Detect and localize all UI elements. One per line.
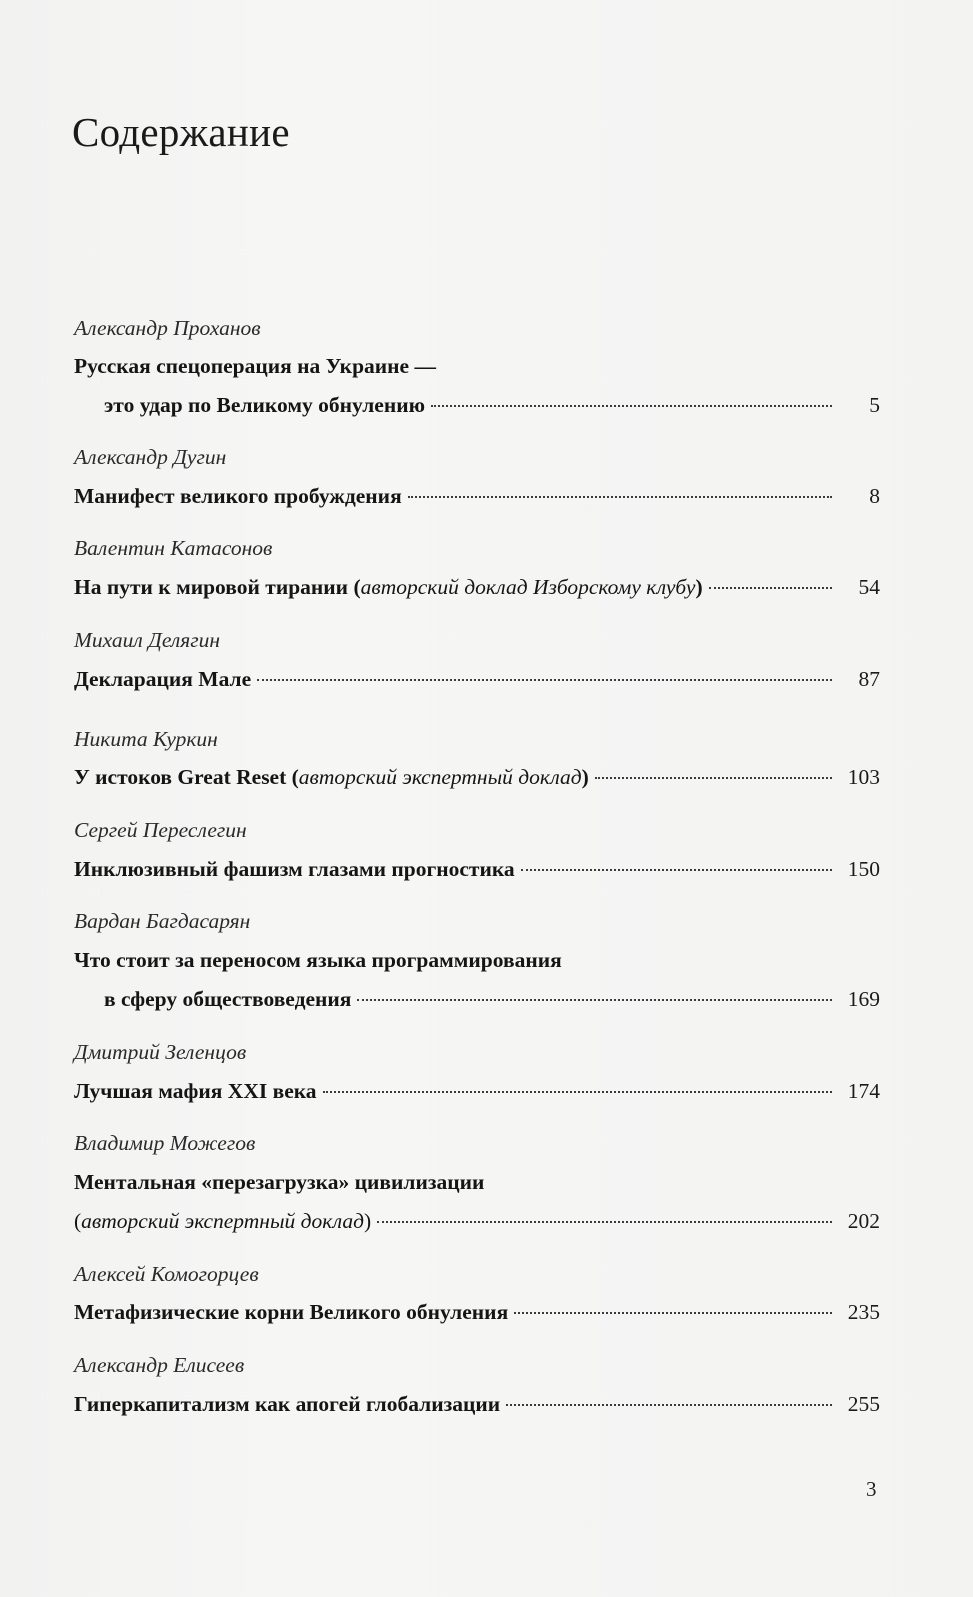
toc-entry[interactable] <box>74 482 880 510</box>
toc-title-end: ) <box>581 765 589 789</box>
dot-leader <box>595 777 832 779</box>
toc-page-number: 174 <box>847 1079 880 1103</box>
toc-entry[interactable] <box>74 1298 880 1326</box>
toc-title: это удар по Великому обнулению <box>104 393 426 417</box>
dot-leader <box>521 869 832 871</box>
toc-author: Никита Куркин <box>74 727 218 751</box>
toc-page-number: 103 <box>847 765 880 789</box>
toc-entry[interactable] <box>74 665 880 693</box>
toc-entry[interactable] <box>104 985 880 1013</box>
toc-entry[interactable] <box>74 1207 880 1235</box>
toc-author: Алексей Комогорцев <box>74 1262 259 1286</box>
toc-author: Михаил Делягин <box>74 628 221 652</box>
toc-author: Вардан Багдасарян <box>74 909 251 933</box>
toc-title: в сферу обществоведения <box>104 987 352 1011</box>
dot-leader <box>431 405 832 407</box>
dot-leader <box>357 999 832 1001</box>
toc-page-number: 169 <box>847 987 880 1011</box>
toc-entry[interactable] <box>104 391 880 419</box>
toc-title-italic: авторский экспертный доклад <box>81 1209 365 1233</box>
toc-title: Декларация Мале <box>74 667 252 691</box>
toc-author: Александр Дугин <box>74 445 227 469</box>
toc-title-main: На пути к мировой тирании ( <box>74 575 361 599</box>
toc-page-number: 54 <box>858 575 880 599</box>
toc-title <box>74 573 703 601</box>
toc-entry[interactable] <box>74 1077 880 1105</box>
toc-title: Метафизические корни Великого обнуления <box>74 1300 509 1324</box>
toc-title: Гиперкапитализм как апогей глобализации <box>74 1392 501 1416</box>
toc-title-main: У истоков Great Reset ( <box>74 765 299 789</box>
toc-page-number: 5 <box>869 393 880 417</box>
toc-author: Сергей Переслегин <box>74 818 247 842</box>
toc-author: Владимир Можегов <box>74 1131 256 1155</box>
toc-title-italic: авторский доклад Изборскому клубу <box>360 575 696 599</box>
toc-page-number: 255 <box>847 1392 880 1416</box>
toc-entry[interactable] <box>74 1390 880 1418</box>
toc-page-number: 8 <box>869 484 880 508</box>
page-title: Содержание <box>72 109 290 155</box>
toc-title-end: ) <box>695 575 703 599</box>
dot-leader <box>408 496 832 498</box>
toc-author: Александр Елисеев <box>74 1353 245 1377</box>
toc-page-number: 202 <box>847 1209 880 1233</box>
toc-title <box>74 1207 371 1235</box>
toc-entry[interactable] <box>74 763 880 791</box>
toc-entry[interactable] <box>74 855 880 883</box>
dot-leader <box>514 1312 832 1314</box>
toc-author: Александр Проханов <box>74 316 261 340</box>
toc-title: Манифест великого пробуждения <box>74 484 402 508</box>
toc-page-number: 235 <box>847 1300 880 1324</box>
toc-title-main: ( <box>74 1209 82 1233</box>
toc-title-end: ) <box>364 1209 372 1233</box>
toc-title: Инклюзивный фашизм глазами прогностика <box>74 857 515 881</box>
toc-page-number: 150 <box>847 857 880 881</box>
toc-entry[interactable] <box>74 573 880 601</box>
toc-title <box>74 763 589 791</box>
toc-title: Ментальная «перезагрузка» цивилизации <box>74 1170 485 1194</box>
page-number: 3 <box>866 1477 877 1501</box>
toc-title: Лучшая мафия XXI века <box>74 1079 317 1103</box>
toc-page-number: 87 <box>858 667 880 691</box>
dot-leader <box>709 587 832 589</box>
toc-title: Русская спецоперация на Украине — <box>74 354 436 378</box>
toc-author: Валентин Катасонов <box>74 536 273 560</box>
toc-author: Дмитрий Зеленцов <box>74 1040 247 1064</box>
dot-leader <box>506 1404 832 1406</box>
dot-leader <box>377 1221 832 1223</box>
toc-title: Что стоит за переносом языка программирования <box>74 948 562 972</box>
toc-title-italic: авторский экспертный доклад <box>298 765 582 789</box>
dot-leader <box>323 1091 832 1093</box>
dot-leader <box>257 679 832 681</box>
